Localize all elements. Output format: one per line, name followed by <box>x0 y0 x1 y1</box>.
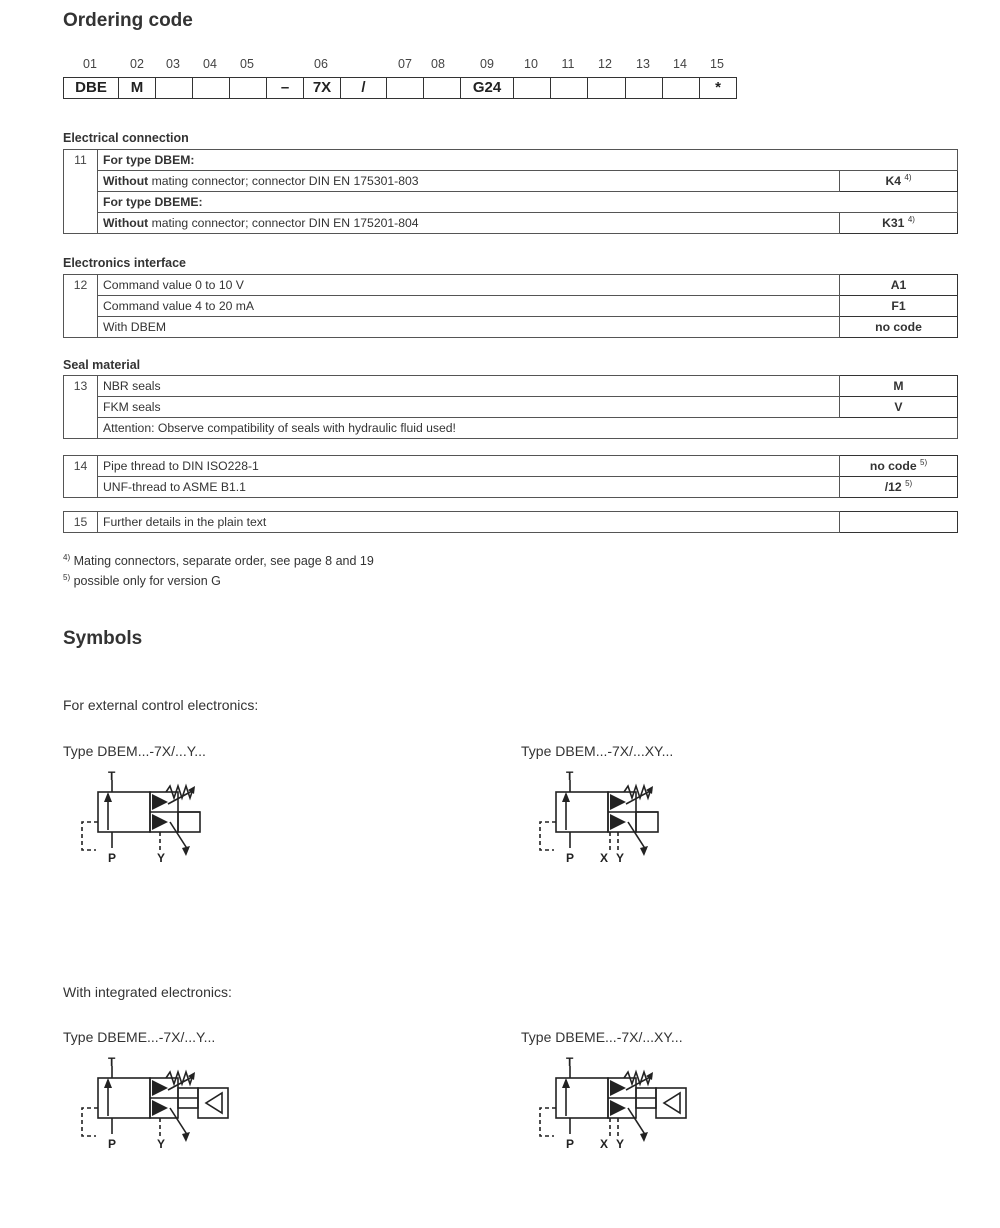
bold-label: Without <box>103 216 149 230</box>
table-row <box>64 192 958 213</box>
footnote-marker: 5) <box>63 573 71 582</box>
port-label-t: T <box>108 769 116 783</box>
code-box <box>587 77 626 99</box>
code-value: /12 <box>884 480 902 495</box>
row-number: 14 <box>64 456 98 498</box>
port-label-y: Y <box>157 1137 166 1151</box>
table-cell: FKM seals <box>98 397 840 418</box>
electrical-connection-title: Electrical connection <box>63 131 189 145</box>
footnote-text: possible only for version G <box>70 574 221 589</box>
row-number: 15 <box>64 512 98 533</box>
position-number: 01 <box>83 57 97 71</box>
position-number: 07 <box>398 57 412 71</box>
port-label-y: Y <box>616 1137 625 1151</box>
row-number: 12 <box>64 275 98 338</box>
code-cell: M <box>840 376 958 397</box>
code-box <box>386 77 424 99</box>
code-cell: A1 <box>840 275 958 296</box>
port-label-p: P <box>566 1137 575 1151</box>
table-cell: For type DBEME: <box>98 192 958 213</box>
code-box: 7X <box>303 77 341 99</box>
table-row <box>64 397 958 418</box>
hydraulic-symbol-dbeme-y <box>70 1056 240 1156</box>
position-number: 15 <box>710 57 724 71</box>
table-cell: For type DBEM: <box>98 150 958 171</box>
seal-material-title: Seal material <box>63 358 141 372</box>
table-row <box>64 418 958 439</box>
code-value: no code <box>869 459 917 474</box>
code-cell: F1 <box>840 296 958 317</box>
row-number: 13 <box>64 376 98 439</box>
footnote <box>63 553 374 568</box>
table-cell: Further details in the plain text <box>98 512 840 533</box>
code-box <box>550 77 588 99</box>
code-box: M <box>118 77 156 99</box>
code-box <box>192 77 230 99</box>
symbols-title: Symbols <box>63 628 143 649</box>
table-row <box>64 477 958 498</box>
table-cell: With DBEM <box>98 317 840 338</box>
port-label-t: T <box>566 1055 574 1069</box>
table-row <box>64 296 958 317</box>
table-row <box>64 171 958 192</box>
table-cell: Command value 0 to 10 V <box>98 275 840 296</box>
bold-label: Without <box>103 174 149 188</box>
table-row <box>64 512 958 533</box>
table-cell: UNF-thread to ASME B1.1 <box>98 477 840 498</box>
position-number: 10 <box>524 57 538 71</box>
code-box: * <box>699 77 737 99</box>
electrical-connection-table <box>63 149 958 234</box>
port-label-x: X <box>600 851 609 865</box>
hydraulic-symbol-dbeme-xy <box>528 1056 698 1156</box>
code-cell: V <box>840 397 958 418</box>
position-number: 05 <box>240 57 254 71</box>
table-row <box>64 150 958 171</box>
code-value: K4 <box>885 174 902 189</box>
position-number: 08 <box>431 57 445 71</box>
position-number: 12 <box>598 57 612 71</box>
code-box <box>423 77 461 99</box>
cell-text: mating connector; connector DIN EN 175301-803 <box>148 174 419 188</box>
external-electronics-label: For external control electronics: <box>63 697 259 713</box>
table-cell: Command value 4 to 20 mA <box>98 296 840 317</box>
code-cell <box>840 171 958 192</box>
code-value: K31 <box>882 216 905 231</box>
position-number: 13 <box>636 57 650 71</box>
table-row <box>64 317 958 338</box>
code-box: DBE <box>63 77 119 99</box>
code-box <box>229 77 267 99</box>
table-cell: Pipe thread to DIN ISO228-1 <box>98 456 840 477</box>
table-row <box>64 376 958 397</box>
ordering-code-title: Ordering code <box>63 10 193 31</box>
footnote <box>63 573 221 588</box>
hydraulic-symbol-dbem-xy <box>528 770 668 870</box>
row-number: 11 <box>64 150 98 234</box>
code-box <box>625 77 663 99</box>
table-cell <box>98 171 840 192</box>
table-row <box>64 275 958 296</box>
footnote-ref: 4) <box>907 215 915 225</box>
table-cell: Attention: Observe compatibility of seals with hydraulic fluid used! <box>98 418 958 439</box>
symbol-type-label: Type DBEM...-7X/...Y... <box>63 743 206 759</box>
port-label-p: P <box>566 851 575 865</box>
footnote-ref: 5) <box>905 479 913 489</box>
code-box <box>155 77 193 99</box>
table-cell <box>98 213 840 234</box>
code-box: / <box>340 77 387 99</box>
position-number: 06 <box>314 57 328 71</box>
integrated-electronics-label: With integrated electronics: <box>63 984 232 1000</box>
port-label-p: P <box>108 1137 117 1151</box>
symbol-type-label: Type DBEM...-7X/...XY... <box>521 743 674 759</box>
table-row <box>64 456 958 477</box>
further-details-table <box>63 511 958 533</box>
hydraulic-symbol-dbem-y <box>70 770 210 870</box>
port-label-x: X <box>600 1137 609 1151</box>
position-number: 03 <box>166 57 180 71</box>
position-number: 14 <box>673 57 687 71</box>
code-box: – <box>266 77 304 99</box>
port-label-y: Y <box>157 851 166 865</box>
symbol-type-label: Type DBEME...-7X/...XY... <box>521 1029 683 1045</box>
table-row <box>64 213 958 234</box>
table-cell: NBR seals <box>98 376 840 397</box>
thread-table <box>63 455 958 498</box>
port-label-y: Y <box>616 851 625 865</box>
symbol-type-label: Type DBEME...-7X/...Y... <box>63 1029 216 1045</box>
code-cell <box>840 512 958 533</box>
seal-material-table <box>63 375 958 439</box>
footnote-text: Mating connectors, separate order, see page 8 and 19 <box>70 554 374 569</box>
code-cell <box>840 213 958 234</box>
cell-text: mating connector; connector DIN EN 175201-804 <box>148 216 419 230</box>
code-box <box>513 77 551 99</box>
code-cell: no code <box>840 317 958 338</box>
port-label-p: P <box>108 851 117 865</box>
code-cell <box>840 456 958 477</box>
code-cell <box>840 477 958 498</box>
position-number: 02 <box>130 57 144 71</box>
electronics-interface-table <box>63 274 958 338</box>
port-label-t: T <box>566 769 574 783</box>
footnote-marker: 4) <box>63 553 71 562</box>
footnote-ref: 4) <box>904 173 912 183</box>
port-label-t: T <box>108 1055 116 1069</box>
position-number: 04 <box>203 57 217 71</box>
position-number: 11 <box>561 57 575 71</box>
electronics-interface-title: Electronics interface <box>63 256 186 270</box>
code-box: G24 <box>460 77 514 99</box>
position-number: 09 <box>480 57 494 71</box>
code-box <box>662 77 700 99</box>
footnote-ref: 5) <box>920 458 928 468</box>
